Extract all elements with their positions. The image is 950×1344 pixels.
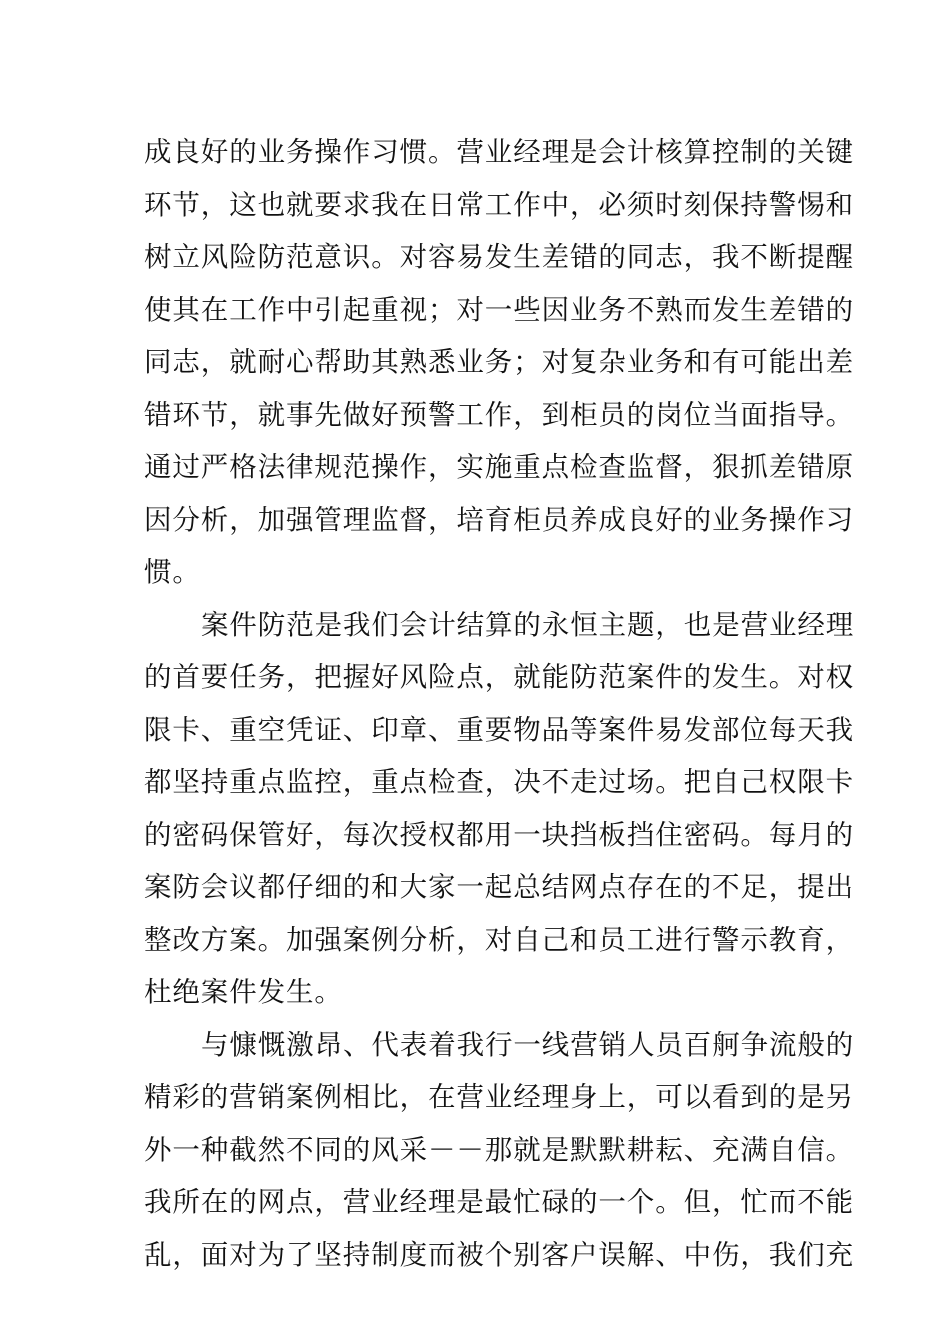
text-line: 整改方案。加强案例分析，对自己和员工进行警示教育， xyxy=(144,923,854,956)
text-line: 使其在工作中引起重视；对一些因业务不熟而发生差错的 xyxy=(144,293,854,326)
text-line: 案防会议都仔细的和大家一起总结网点存在的不足，提出 xyxy=(144,871,854,903)
text-line: 都坚持重点监控，重点检查，决不走过场。把自己权限卡 xyxy=(144,766,854,798)
paragraph-1 xyxy=(144,126,854,599)
text-line: 因分析，加强管理监督，培育柜员养成良好的业务操作习 xyxy=(144,503,854,536)
text-line: 杜绝案件发生。 xyxy=(144,976,343,1008)
text-line: 我所在的网点，营业经理是最忙碌的一个。但，忙而不能 xyxy=(144,1186,854,1218)
text-line: 成良好的业务操作习惯。营业经理是会计核算控制的关键 xyxy=(144,136,854,168)
text-line: 外一种截然不同的风采－－那就是默默耕耘、充满自信。 xyxy=(144,1133,854,1166)
text-line: 限卡、重空凭证、印章、重要物品等案件易发部位每天我 xyxy=(144,713,854,746)
text-line: 惯。 xyxy=(144,556,201,588)
paragraph-2 xyxy=(144,599,855,1019)
text-line-first: 与慷慨激昂、代表着我行一线营销人员百舸争流般的 xyxy=(201,1028,855,1061)
text-line: 错环节，就事先做好预警工作，到柜员的岗位当面指导。 xyxy=(144,398,854,431)
body-text xyxy=(144,126,855,1281)
paragraph-3 xyxy=(144,1019,855,1282)
text-line: 精彩的营销案例相比，在营业经理身上，可以看到的是另 xyxy=(144,1081,854,1113)
text-line: 的首要任务，把握好风险点，就能防范案件的发生。对权 xyxy=(144,661,854,693)
text-line: 的密码保管好，每次授权都用一块挡板挡住密码。每月的 xyxy=(144,818,854,851)
text-line-first: 案件防范是我们会计结算的永恒主题，也是营业经理 xyxy=(201,608,855,641)
text-line: 同志，就耐心帮助其熟悉业务；对复杂业务和有可能出差 xyxy=(144,346,854,378)
text-line: 乱，面对为了坚持制度而被个别客户误解、中伤，我们充 xyxy=(144,1238,854,1271)
text-line: 环节，这也就要求我在日常工作中，必须时刻保持警惕和 xyxy=(144,188,854,221)
text-line: 树立风险防范意识。对容易发生差错的同志，我不断提醒 xyxy=(144,241,854,273)
text-line: 通过严格法律规范操作，实施重点检查监督，狠抓差错原 xyxy=(144,451,854,483)
